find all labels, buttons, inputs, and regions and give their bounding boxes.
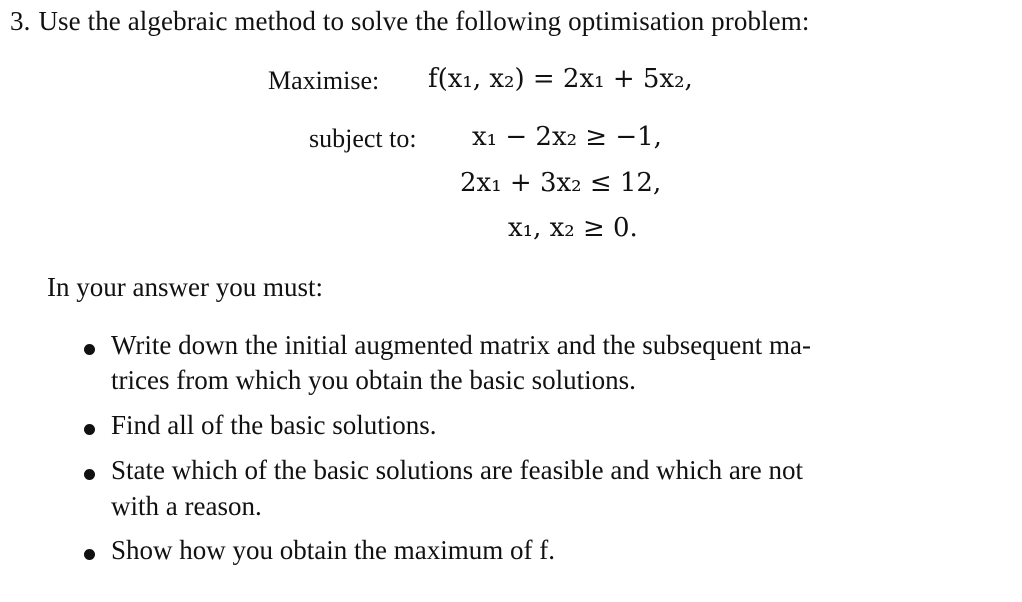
bullet-4-line-1: Show how you obtain the maximum of f. [111, 535, 555, 565]
question-heading [10, 6, 809, 37]
bullet-icon [84, 344, 95, 355]
bullet-icon [84, 424, 95, 435]
bullet-1-line-1: Write down the initial augmented matrix and the subsequent ma- [111, 330, 811, 360]
subject-to-label: subject to: [309, 124, 417, 153]
maximise-label: Maximise: [268, 66, 380, 95]
bullet-1-line-2: trices from which you obtain the basic solutions. [111, 365, 636, 395]
constraint-2: 2x₁ + 3x₂ ≤ 12, [460, 168, 662, 198]
bullet-icon [84, 549, 95, 560]
bullet-3-line-2: with a reason. [111, 491, 262, 521]
question-number: 3. [10, 6, 31, 36]
bullet-2-line-1: Find all of the basic solutions. [111, 410, 437, 440]
bullet-3-line-1: State which of the basic solutions are feasible and which are not [111, 455, 804, 485]
objective-function: f(x₁, x₂) = 2x₁ + 5x₂, [428, 64, 693, 94]
instructions-intro: In your answer you must: [47, 272, 323, 302]
constraint-nonnegativity: x₁, x₂ ≥ 0. [508, 213, 638, 243]
bullet-icon [84, 469, 95, 480]
question-text: Use the algebraic method to solve the following optimisation problem: [38, 6, 810, 36]
constraint-1: x₁ − 2x₂ ≥ −1, [472, 122, 662, 152]
